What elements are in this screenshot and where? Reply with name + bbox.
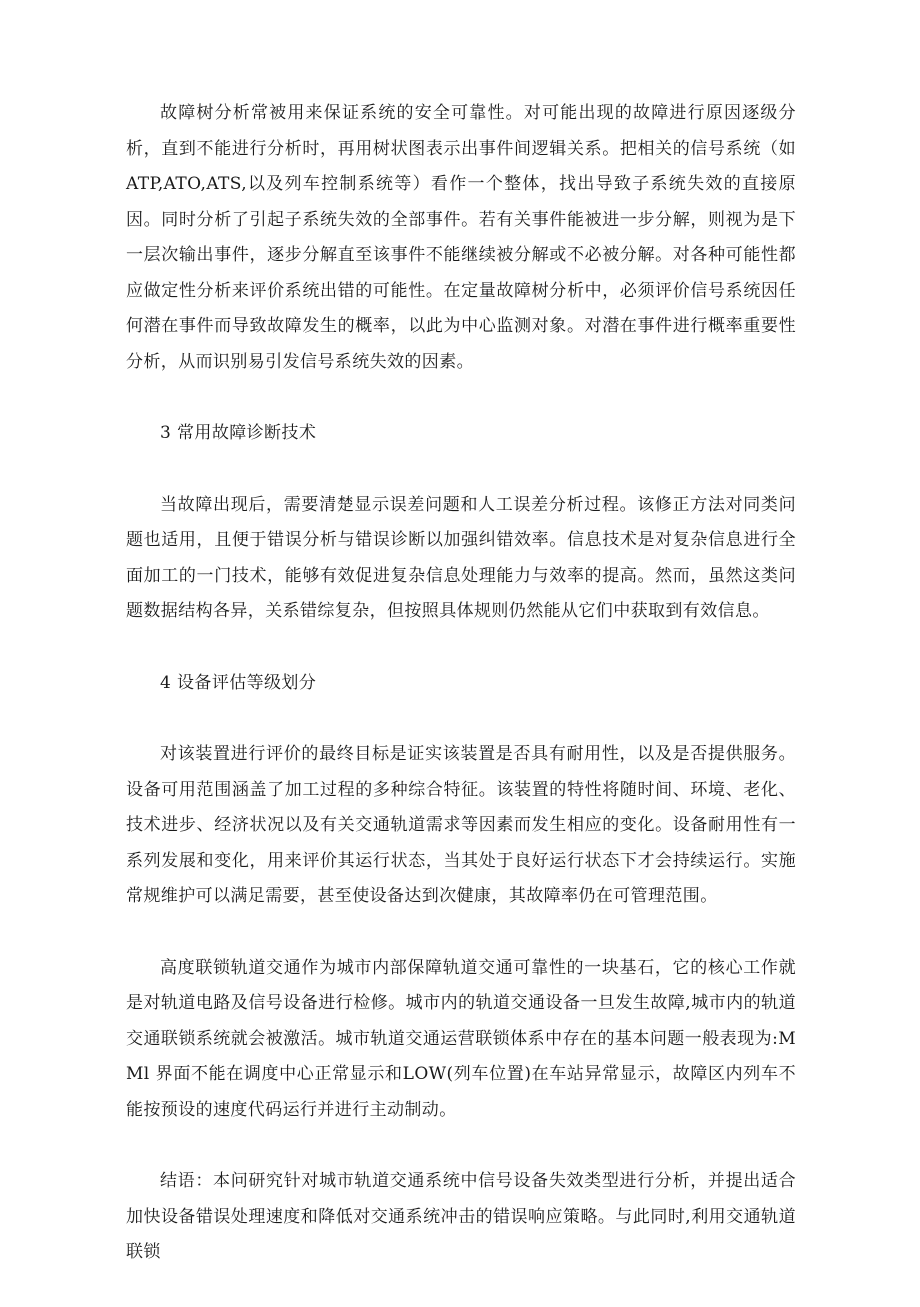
document-page xyxy=(126,96,796,1307)
paragraph-conclusion: 结语：本问研究针对城市轨道交通系统中信号设备失效类型进行分析，并提出适合加快设备错误处理速度和降低对交通系统冲击的错误响应策略。与此同时,利用交通轨道联锁 xyxy=(126,1171,796,1262)
section-heading-4: 4 设备评估等级划分 xyxy=(160,672,317,693)
section-heading-3: 3 常用故障诊断技术 xyxy=(160,423,317,443)
paragraph-device-evaluation: 对该装置进行评价的最终目标是证实该装置是否具有耐用性，以及是否提供服务。设备可用范围涵盖了加工过程的多种综合特征。该装置的特性将随时间、环境、老化、技术进步、经济状况以及有关交通轨道需求等因素而发生相应的变化。设备耐用性有一系列发展和变化，用来评价其运行状态，当其处于良好运行状态下才会持续运行。实施常规维护可以满足需要，甚至使设备达到次健康，其故障率仍在可管理范围。 xyxy=(126,744,796,906)
paragraph-fault-tree-analysis: 故障树分析常被用来保证系统的安全可靠性。对可能出现的故障进行原因逐级分析，直到不能进行分析时，再用树状图表示出事件间逻辑关系。把相关的信号系统（如ATP,ATO,ATS,以及列车控制系统等）看作一个整体，找出导致子系统失效的直接原因。同时分析了引起子系统失效的全部事件。若有关事件能被进一步分解，则视为是下一层次输出事件，逐步分解直至该事件不能继续被分解或不必被分解。对各种可能性都应做定性分析来评价系统出错的可能性。在定量故障树分析中，必须评价信号系统因任何潜在事件而导致故障发生的概率，以此为中心监测对象。对潜在事件进行概率重要性分析，从而识别易引发信号系统失效的因素。 xyxy=(126,103,796,372)
paragraph-interlocking: 高度联锁轨道交通作为城市内部保障轨道交通可靠性的一块基石，它的核心工作就是对轨道电路及信号设备进行检修。城市内的轨道交通设备一旦发生故障,城市内的轨道交通联锁系统就会被激活。城市轨道交通运营联锁体系中存在的基本问题一般表现为:MMl 界面不能在调度中心正常显示和LOW(列车位置)在车站异常显示，故障区内列车不能按预设的速度代码运行并进行主动制动。 xyxy=(126,957,796,1120)
paragraph-diagnosis-techniques: 当故障出现后，需要清楚显示误差问题和人工误差分析过程。该修正方法对同类问题也适用，且便于错误分析与错误诊断以加强纠错效率。信息技术是对复杂信息进行全面加工的一门技术，能够有效促进复杂信息处理能力与效率的提高。然而，虽然这类问题数据结构各异，关系错综复杂，但按照具体规则仍然能从它们中获取到有效信息。 xyxy=(126,494,796,621)
